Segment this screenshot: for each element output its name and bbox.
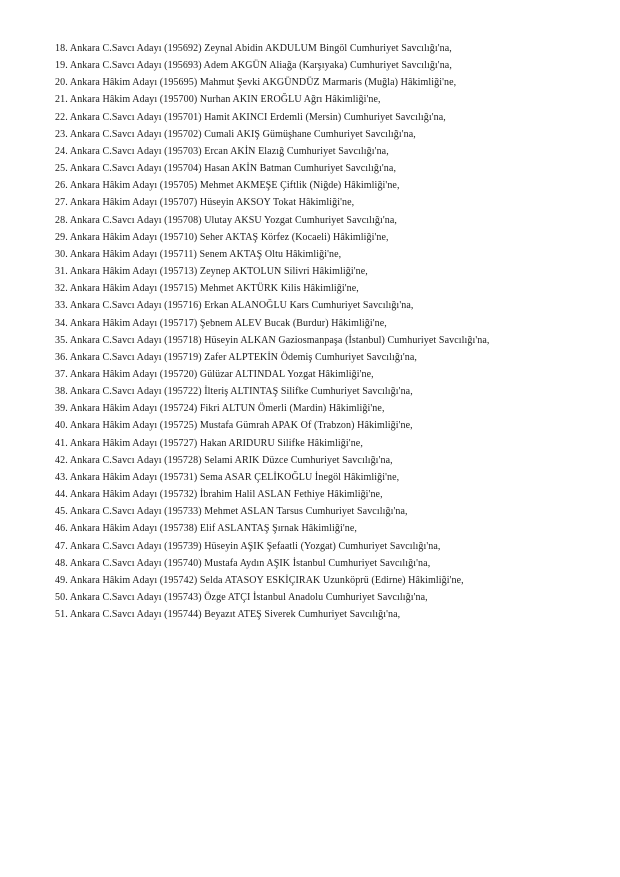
- list-item: [55, 606, 600, 623]
- list-item: [55, 589, 600, 606]
- appointment-list: [55, 40, 600, 623]
- list-item: [55, 572, 600, 589]
- entry-number: 26.: [55, 180, 68, 192]
- list-item: [55, 417, 600, 434]
- list-item: [55, 74, 600, 91]
- list-item: [55, 383, 600, 400]
- list-item: [55, 40, 600, 57]
- list-item: [55, 503, 600, 520]
- entry-number: 38.: [55, 386, 68, 398]
- entry-text: Ankara Hâkim Adayı (195711) Senem AKTAŞ Oltu Hâkimliği'ne,: [69, 248, 342, 260]
- list-item: [55, 349, 600, 366]
- entry-text: Ankara C.Savcı Adayı (195703) Ercan AKİN Elazığ Cumhuriyet Savcılığı'na,: [69, 145, 389, 157]
- entry-number: 32.: [55, 283, 68, 295]
- entry-number: 48.: [55, 557, 68, 569]
- entry-text: Ankara Hâkim Adayı (195700) Nurhan AKIN EROĞLU Ağrı Hâkimliği'ne,: [69, 94, 381, 106]
- list-item: [55, 194, 600, 211]
- entry-text: Ankara C.Savcı Adayı (195743) Özge ATÇI İstanbul Anadolu Cumhuriyet Savcılığı'na,: [69, 592, 428, 603]
- list-item: [55, 91, 600, 108]
- entry-text: Ankara Hâkim Adayı (195705) Mehmet AKMEŞE Çiftlik (Niğde) Hâkimliği'ne,: [69, 180, 400, 192]
- entry-number: 51.: [55, 609, 68, 621]
- entry-text: Ankara Hâkim Adayı (195727) Hakan ARIDURU Silifke Hâkimliği'ne,: [69, 437, 363, 449]
- list-item: [55, 57, 600, 74]
- list-item: [55, 212, 600, 229]
- list-item: [55, 246, 600, 263]
- entry-text: Ankara C.Savcı Adayı (195739) Hüseyin AŞIK Şefaatli (Yozgat) Cumhuriyet Savcılığı'na,: [69, 540, 441, 552]
- entry-text: Ankara C.Savcı Adayı (195708) Ulutay AKSU Yozgat Cumhuriyet Savcılığı'na,: [69, 214, 397, 226]
- entry-text: Ankara C.Savcı Adayı (195719) Zafer ALPTEKİN Ödemiş Cumhuriyet Savcılığı'na,: [69, 351, 417, 363]
- entry-number: 20.: [55, 77, 68, 89]
- entry-text: Ankara C.Savcı Adayı (195704) Hasan AKİN Batman Cumhuriyet Savcılığı'na,: [69, 163, 397, 175]
- entry-text: Ankara Hâkim Adayı (195717) Şebnem ALEV Bucak (Burdur) Hâkimliği'ne,: [69, 317, 387, 329]
- entry-text: Ankara C.Savcı Adayı (195692) Zeynal Abidin AKDULUM Bingöl Cumhuriyet Savcılığı'na,: [69, 43, 452, 54]
- entry-number: 33.: [55, 300, 68, 312]
- list-item: [55, 538, 600, 555]
- entry-number: 23.: [55, 128, 68, 140]
- entry-text: Ankara Hâkim Adayı (195732) İbrahim Halil ASLAN Fethiye Hâkimliği'ne,: [69, 489, 383, 501]
- list-item: [55, 263, 600, 280]
- list-item: [55, 315, 600, 332]
- entry-number: 30.: [55, 248, 68, 260]
- entry-text: Ankara C.Savcı Adayı (195722) İlteriş ALTINTAŞ Silifke Cumhuriyet Savcılığı'na,: [69, 386, 413, 398]
- entry-number: 21.: [55, 94, 68, 106]
- list-item: [55, 332, 600, 349]
- entry-number: 19.: [55, 60, 68, 72]
- list-item: [55, 177, 600, 194]
- entry-number: 22.: [55, 111, 68, 123]
- entry-number: 24.: [55, 145, 68, 157]
- entry-number: 42.: [55, 454, 68, 466]
- entry-number: 35.: [55, 334, 68, 346]
- entry-text: Ankara Hâkim Adayı (195724) Fikri ALTUN Ömerli (Mardin) Hâkimliği'ne,: [69, 403, 385, 415]
- entry-number: 46.: [55, 523, 68, 535]
- list-item: [55, 469, 600, 486]
- entry-number: 41.: [55, 437, 68, 449]
- entry-text: Ankara Hâkim Adayı (195710) Seher AKTAŞ Körfez (Kocaeli) Hâkimliği'ne,: [69, 231, 389, 243]
- entry-number: 45.: [55, 506, 68, 518]
- entry-number: 39.: [55, 403, 68, 415]
- entry-text: Ankara Hâkim Adayı (195695) Mahmut Şevki AKGÜNDÜZ Marmaris (Muğla) Hâkimliği'ne,: [69, 77, 457, 89]
- entry-text: Ankara C.Savcı Adayı (195716) Erkan ALANOĞLU Kars Cumhuriyet Savcılığı'na,: [69, 300, 414, 312]
- entry-number: 37.: [55, 368, 68, 380]
- list-item: [55, 486, 600, 503]
- entry-text: Ankara C.Savcı Adayı (195718) Hüseyin ALKAN Gaziosmanpaşa (İstanbul) Cumhuriyet Savcılığı'na,: [69, 334, 490, 346]
- list-item: [55, 229, 600, 246]
- list-item: [55, 435, 600, 452]
- entry-text: Ankara C.Savcı Adayı (195693) Adem AKGÜN Aliağa (Karşıyaka) Cumhuriyet Savcılığı'na,: [69, 60, 452, 72]
- entry-text: Ankara C.Savcı Adayı (195702) Cumali AKIŞ Gümüşhane Cumhuriyet Savcılığı'na,: [69, 128, 416, 140]
- entry-text: Ankara Hâkim Adayı (195713) Zeynep AKTOLUN Silivri Hâkimliği'ne,: [69, 266, 368, 278]
- entry-text: Ankara C.Savcı Adayı (195740) Mustafa Aydın AŞIK İstanbul Cumhuriyet Savcılığı'na,: [69, 557, 431, 569]
- list-item: [55, 109, 600, 126]
- entry-text: Ankara C.Savcı Adayı (195733) Mehmet ASLAN Tarsus Cumhuriyet Savcılığı'na,: [69, 506, 408, 518]
- list-item: [55, 452, 600, 469]
- list-item: [55, 297, 600, 314]
- entry-text: Ankara Hâkim Adayı (195720) Gülüzar ALTINDAL Yozgat Hâkimliği'ne,: [69, 368, 374, 380]
- list-item: [55, 400, 600, 417]
- entry-text: Ankara Hâkim Adayı (195738) Elif ASLANTAŞ Şırnak Hâkimliği'ne,: [69, 523, 358, 535]
- entry-number: 44.: [55, 489, 68, 501]
- list-item: [55, 126, 600, 143]
- entry-number: 47.: [55, 540, 68, 552]
- entry-text: Ankara Hâkim Adayı (195707) Hüseyin AKSOY Tokat Hâkimliği'ne,: [69, 197, 355, 209]
- entry-number: 31.: [55, 266, 68, 278]
- entry-number: 34.: [55, 317, 68, 329]
- entry-text: Ankara Hâkim Adayı (195715) Mehmet AKTÜRK Kilis Hâkimliği'ne,: [69, 283, 359, 295]
- entry-number: 50.: [55, 592, 68, 603]
- list-item: [55, 555, 600, 572]
- entry-number: 43.: [55, 471, 68, 483]
- entry-number: 36.: [55, 351, 68, 363]
- entry-text: Ankara C.Savcı Adayı (195744) Beyazıt ATEŞ Siverek Cumhuriyet Savcılığı'na,: [69, 609, 401, 621]
- list-item: [55, 143, 600, 160]
- entry-number: 29.: [55, 231, 68, 243]
- entry-number: 28.: [55, 214, 68, 226]
- entry-text: Ankara Hâkim Adayı (195742) Selda ATASOY ESKİÇIRAK Uzunköprü (Edirne) Hâkimliği'ne,: [69, 574, 464, 586]
- entry-text: Ankara C.Savcı Adayı (195728) Selami ARIK Düzce Cumhuriyet Savcılığı'na,: [69, 454, 393, 466]
- entry-number: 27.: [55, 197, 68, 209]
- list-item: [55, 160, 600, 177]
- entry-number: 18.: [55, 43, 68, 54]
- entry-number: 40.: [55, 420, 68, 432]
- entry-text: Ankara Hâkim Adayı (195731) Sema ASAR ÇELİKOĞLU İnegöl Hâkimliği'ne,: [69, 471, 400, 483]
- list-item: [55, 280, 600, 297]
- entry-text: Ankara Hâkim Adayı (195725) Mustafa Gümrah APAK Of (Trabzon) Hâkimliği'ne,: [69, 420, 413, 432]
- entry-number: 25.: [55, 163, 68, 175]
- list-item: [55, 520, 600, 537]
- entry-number: 49.: [55, 574, 68, 586]
- list-item: [55, 366, 600, 383]
- entry-text: Ankara C.Savcı Adayı (195701) Hamit AKINCI Erdemli (Mersin) Cumhuriyet Savcılığı'na,: [69, 111, 446, 123]
